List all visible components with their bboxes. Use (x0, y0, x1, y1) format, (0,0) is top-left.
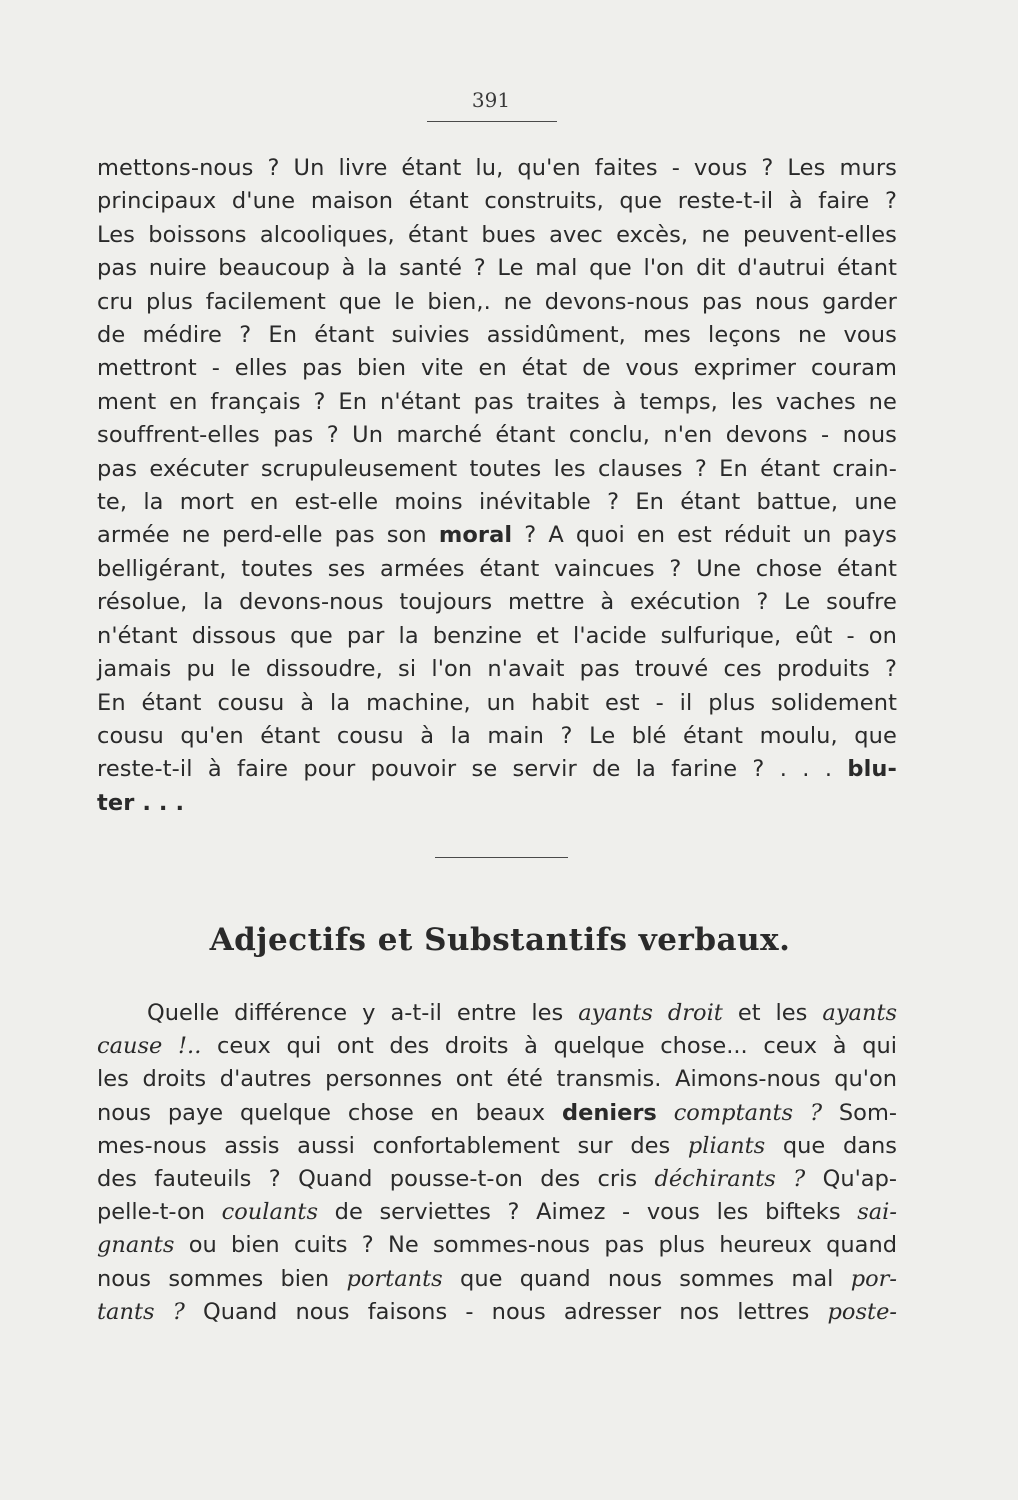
italic-term: poste- (827, 1298, 897, 1325)
page-number: 391 (471, 88, 511, 112)
italic-term: comptants ? (673, 1099, 823, 1126)
text-line: te, la mort en est-elle moins inévitable ? En étant battue, une (97, 489, 897, 516)
text-line (97, 1263, 897, 1296)
italic-term: ayants droit (578, 1000, 723, 1026)
text-line (97, 519, 897, 552)
italic-term: coulants (221, 1199, 318, 1226)
text-line (97, 1130, 897, 1163)
text-line: souffrent-elles pas ? Un marché étant conclu, n'en devons - nous (97, 422, 897, 449)
text-line: mettront - elles pas bien vite en état de vous exprimer couram (97, 355, 897, 382)
text-line: pas exécuter scrupuleusement toutes les clauses ? En étant crain- (97, 455, 897, 482)
text-segment: des fauteuils ? Quand pousse-t-on des cris (97, 1166, 638, 1193)
text-line (97, 1196, 897, 1229)
text-segment: Quelle différence y a-t-il entre les (147, 1000, 564, 1026)
text-line: les droits d'autres personnes ont été transmis. Aimons-nous qu'on (97, 1066, 897, 1093)
text-line: cousu qu'en étant cousu à la main ? Le blé étant moulu, que (97, 722, 897, 749)
text-line: mettons-nous ? Un livre étant lu, qu'en faites - vous ? Les murs (97, 155, 897, 181)
text-segment: que dans (782, 1132, 897, 1159)
text-line: de médire ? En étant suivies assidûment, mes leçons ne vous (97, 322, 897, 349)
text-line: ter . . . (97, 789, 185, 816)
italic-term: pliants (687, 1132, 766, 1159)
text-line: résolue, la devons-nous toujours mettre à exécution ? Le soufre (97, 589, 897, 616)
bold-term: deniers (561, 1099, 657, 1126)
text-segment: reste-t-il à faire pour pouvoir se servir de la farine ? . . . (97, 756, 833, 783)
text-line (97, 753, 897, 786)
text-segment: mes-nous assis aussi confortablement sur des (97, 1132, 671, 1159)
text-segment: Qu'ap- (822, 1166, 898, 1193)
text-segment: de serviettes ? Aimez - vous les bifteks (334, 1199, 841, 1226)
paragraph-participles (97, 152, 897, 820)
text-segment: armée ne perd-elle pas son (97, 522, 427, 549)
text-line (97, 1030, 897, 1063)
text-segment: Quand nous faisons - nous adresser nos lettres (203, 1298, 810, 1325)
italic-term: déchirants ? (654, 1166, 806, 1193)
text-segment: pelle-t-on (97, 1199, 205, 1226)
bold-term: blu- (847, 756, 897, 783)
header-rule (427, 121, 557, 122)
text-line (97, 1296, 897, 1329)
text-segment: ou bien cuits ? Ne sommes-nous pas plus heureux quand (188, 1232, 898, 1259)
italic-term: ayants (822, 1000, 898, 1026)
text-line: En étant cousu à la machine, un habit est - il plus solidement (97, 689, 897, 716)
text-line: jamais pu le dissoudre, si l'on n'avait pas trouvé ces produits ? (97, 656, 897, 683)
italic-term: sai- (857, 1199, 897, 1226)
text-segment: que quand nous sommes mal (460, 1265, 834, 1292)
text-segment: ? A quoi en est réduit un pays (524, 522, 897, 549)
section-title: Adjectifs et Substantifs verbaux. (209, 922, 791, 958)
text-line: ment en français ? En n'étant pas traites à temps, les vaches ne (97, 388, 897, 415)
italic-term: cause !.. (97, 1033, 202, 1060)
paragraph-verbal-adjectives (97, 997, 897, 1329)
text-line (97, 1097, 897, 1130)
text-line (97, 1229, 897, 1262)
text-line (97, 997, 897, 1030)
section-divider (435, 857, 568, 858)
italic-term: portants (346, 1265, 443, 1292)
text-segment: nous paye quelque chose en beaux (97, 1099, 546, 1126)
text-segment: nous sommes bien (97, 1265, 330, 1292)
italic-term: tants ? (97, 1298, 185, 1325)
text-line: n'étant dissous que par la benzine et l'acide sulfurique, eût - on (97, 622, 897, 649)
italic-term: gnants (97, 1232, 175, 1259)
italic-term: por- (850, 1265, 897, 1292)
text-line: belligérant, toutes ses armées étant vaincues ? Une chose étant (97, 555, 897, 582)
text-segment: et les (737, 1000, 808, 1026)
text-line: cru plus facilement que le bien,. ne devons-nous pas nous garder (97, 288, 897, 315)
text-segment: ceux qui ont des droits à quelque chose... ceux à qui (217, 1033, 898, 1060)
bold-term: moral (438, 522, 513, 549)
text-segment: Som- (838, 1099, 897, 1126)
text-line: pas nuire beaucoup à la santé ? Le mal que l'on dit d'autrui étant (97, 255, 897, 282)
text-line: Les boissons alcooliques, étant bues avec excès, ne peuvent-elles (97, 221, 897, 248)
text-line: principaux d'une maison étant construits, que reste-t-il à faire ? (97, 188, 897, 215)
text-line (97, 1163, 897, 1196)
